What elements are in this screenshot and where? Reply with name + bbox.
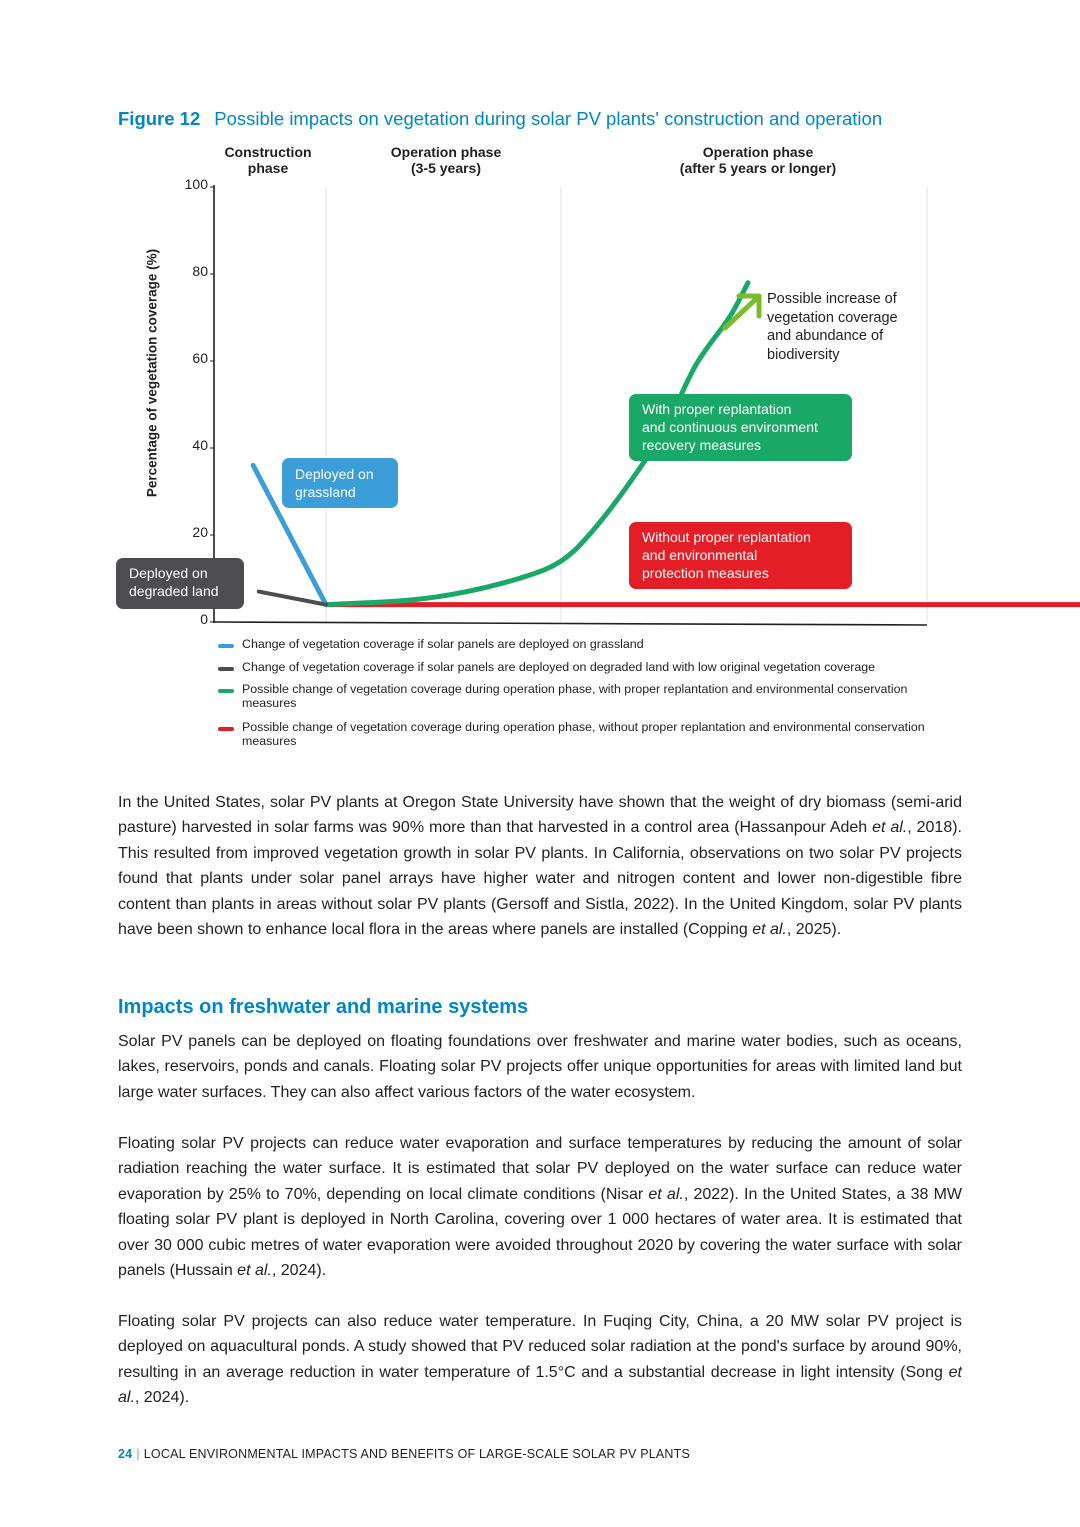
page-footer [118,1447,690,1461]
legend-swatch-green [218,689,234,693]
paragraph-floating-pv-intro: Solar PV panels can be deployed on floating foundations over freshwater and marine water bodies, such as oceans, lakes, reservoirs, ponds and canals. Floating solar PV projects offer unique opportunities for areas with limited land but large water surfaces. They can also affect various factors of the water ecosystem. [118,1033,962,1101]
paragraph-water-temperature: Floating solar PV projects can also reduce water temperature. In Fuqing City, China, a 20 MW solar PV project is deployed on aquacultural ponds. A study showed that PV reduced solar radiation at the pond's surface by around 90%, resulting in an average reduction in water temperature of 1.5°C and a substantial decrease in light intensity (Song et al., 2024). [118,1313,962,1407]
paragraph-vegetation-studies: In the United States, solar PV plants at Oregon State University have shown that the weight of dry biomass (semi-arid pasture) harvested in solar farms was 90% more than that harvested in a control area (Hassanpour Adeh et al., 2018). This resulted from improved vegetation growth in solar PV plants. In California, observations on two solar PV projects found that plants under solar panel arrays have higher water and nitrogen content and lower non-digestible fibre content than plants in areas without solar PV plants (Gersoff and Sistla, 2022). In the United Kingdom, solar PV plants have been shown to enhance local flora in the areas where panels are installed (Copping et al., 2025). [118,794,963,939]
increase-note: Possible increase of vegetation coverage and abundance of biodiversity [767,291,898,363]
figure-caption: Possible impacts on vegetation during solar PV plants' construction and operation [214,108,883,129]
legend-item: Change of vegetation coverage if solar panels are deployed on degraded land with low original vegetation coverage [218,661,978,675]
x-axis [213,622,927,625]
callout-with-measures: With proper replantation and continuous environment recovery measures [629,394,852,461]
y-tick-label: 60 [192,350,208,366]
callout-grassland: Deployed on grassland [282,458,398,508]
phase-header-construction: Construction phase [224,144,312,176]
y-axis-label: Percentage of vegetation coverage (%) [144,248,160,498]
series-degraded-line [259,592,326,605]
phase-header-operation-early: Operation phase (3-5 years) [390,144,502,176]
y-tick-label: 20 [192,524,208,540]
page-number: 24 [118,1447,133,1461]
chart-legend [218,638,978,748]
y-tick-label: 100 [184,176,208,192]
paragraph-evaporation: Floating solar PV projects can reduce water evaporation and surface temperatures by reducing the amount of solar radiation reaching the water surface. It is estimated that solar PV deployed on the water surface can reduce water evaporation by 25% to 70%, depending on local climate conditions (Nisar et al., 2022). In the United States, a 38 MW floating solar PV plant is deployed in North Carolina, covering over 1 000 hectares of water area. It is estimated that over 30 000 cubic metres of water evaporation were avoided throughout 2020 by covering the water surface with solar panels (Hussain et al., 2024). [118,1135,963,1280]
legend-swatch-grey [218,667,234,671]
figure-number: Figure 12 [118,108,201,129]
running-title: LOCAL ENVIRONMENTAL IMPACTS AND BENEFITS OF LARGE-SCALE SOLAR PV PLANTS [143,1447,691,1461]
footer-separator: | [136,1447,140,1461]
y-tick-label: 40 [192,437,208,453]
callout-degraded-land: Deployed on degraded land [116,558,244,609]
legend-item: Change of vegetation coverage if solar panels are deployed on grassland [218,638,978,652]
legend-item: Possible change of vegetation coverage during operation phase, without proper replantation and environmental conservation measures [218,721,978,748]
y-tick-label: 80 [192,263,208,279]
phase-header-operation-late: Operation phase (after 5 years or longer) [679,144,837,176]
legend-item: Possible change of vegetation coverage during operation phase, with proper replantation and environmental conservation measures [218,683,978,710]
legend-swatch-blue [218,644,234,648]
callout-without-measures: Without proper replantation and environmental protection measures [629,522,852,589]
legend-swatch-red [218,727,234,731]
section-heading: Impacts on freshwater and marine systems [118,996,529,1018]
y-tick-label: 0 [200,611,208,627]
